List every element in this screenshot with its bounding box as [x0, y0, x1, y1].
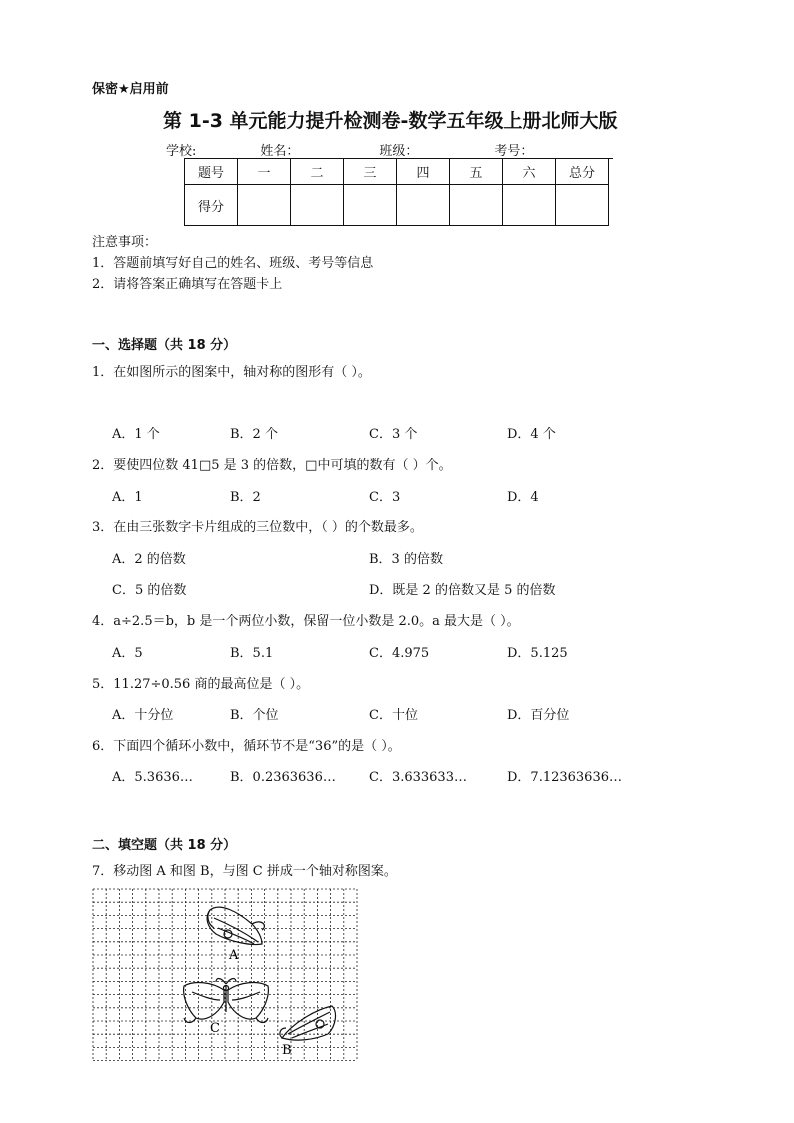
note-item: 2．请将答案正确填写在答题卡上 [92, 277, 283, 292]
q2-option-b[interactable]: B．2 [230, 490, 261, 505]
score-header-cell: 五 [450, 159, 503, 185]
note-item: 1．答题前填写好自己的姓名、班级、考号等信息 [92, 256, 374, 271]
score-header-cell: 一 [238, 159, 291, 185]
q1-option-b[interactable]: B．2 个 [230, 427, 278, 442]
figure-b-shape [280, 1006, 336, 1040]
class-label: 班级： [379, 144, 419, 159]
confidential-label: 保密★启用前 [92, 82, 169, 97]
q5-option-c[interactable]: C．十位 [369, 708, 418, 723]
score-header-cell: 题号 [185, 159, 238, 185]
figure-a-shape [207, 907, 264, 944]
question-2: 2．要使四位数 41□5 是 3 的倍数，□中可填的数有（ ）个。 [92, 458, 452, 473]
q2-option-d[interactable]: D．4 [507, 490, 539, 505]
q6-option-a[interactable]: A．5.3636… [112, 770, 193, 785]
q1-option-a[interactable]: A．1 个 [112, 427, 160, 442]
figure-label-c: C [210, 1021, 220, 1036]
section2-heading: 二、填空题（共 18 分） [92, 838, 237, 853]
score-header-cell: 六 [503, 159, 556, 185]
q2-option-a[interactable]: A．1 [112, 490, 143, 505]
question-3: 3．在由三张数字卡片组成的三位数中，（ ）的个数最多。 [92, 520, 423, 535]
question-5: 5．11.27÷0.56 商的最高位是（ ）。 [92, 677, 310, 692]
butterfly-grid-figure [92, 888, 358, 1062]
exam-no-field[interactable] [533, 144, 613, 159]
score-header-cell: 二 [291, 159, 344, 185]
score-cell[interactable] [238, 185, 291, 226]
class-field[interactable] [418, 144, 494, 159]
score-header-cell: 总分 [556, 159, 609, 185]
score-header-cell: 四 [397, 159, 450, 185]
dashed-grid [93, 889, 357, 1061]
q5-option-d[interactable]: D．百分位 [507, 708, 570, 723]
figure-label-b: B [282, 1043, 292, 1058]
score-cell[interactable] [503, 185, 556, 226]
score-cell[interactable] [344, 185, 397, 226]
school-field[interactable] [196, 144, 260, 159]
q5-option-b[interactable]: B．个位 [230, 708, 279, 723]
q5-option-a[interactable]: A．十分位 [112, 708, 174, 723]
q3-option-d[interactable]: D．既是 2 的倍数又是 5 的倍数 [369, 583, 556, 598]
question-6: 6．下面四个循环小数中，循环节不是“36”的是（ ）。 [92, 739, 401, 754]
figure-c-shape [184, 979, 269, 1023]
score-cell[interactable] [397, 185, 450, 226]
score-cell[interactable] [556, 185, 609, 226]
q6-option-c[interactable]: C．3.633633… [369, 770, 467, 785]
q4-option-c[interactable]: C．4.975 [369, 646, 430, 661]
score-cell[interactable] [450, 185, 503, 226]
q2-option-c[interactable]: C．3 [369, 490, 401, 505]
question-4: 4．a÷2.5＝b，b 是一个两位小数，保留一位小数是 2.0。a 最大是（ ）。 [92, 614, 520, 629]
q1-option-d[interactable]: D．4 个 [507, 427, 556, 442]
score-cell[interactable] [291, 185, 344, 226]
q3-option-c[interactable]: C．5 的倍数 [112, 583, 187, 598]
figure-label-a: A [229, 948, 239, 963]
q4-option-d[interactable]: D．5.125 [507, 646, 568, 661]
score-table [184, 158, 609, 226]
score-table-score-row [185, 185, 609, 226]
q4-option-a[interactable]: A．5 [112, 646, 143, 661]
score-row-label: 得分 [185, 185, 238, 226]
name-label: 姓名： [260, 144, 300, 159]
q3-option-a[interactable]: A．2 的倍数 [112, 552, 186, 567]
question-7: 7．移动图 A 和图 B，与图 C 拼成一个轴对称图案。 [92, 864, 397, 879]
notes-heading: 注意事项： [92, 235, 158, 250]
page-title: 第 1-3 单元能力提升检测卷-数学五年级上册北师大版 [163, 110, 618, 132]
section1-heading: 一、选择题（共 18 分） [92, 338, 237, 353]
q3-option-b[interactable]: B．3 的倍数 [369, 552, 443, 567]
score-header-cell: 三 [344, 159, 397, 185]
school-label: 学校: [166, 144, 197, 159]
q6-option-b[interactable]: B．0.2363636… [230, 770, 336, 785]
question-1: 1．在如图所示的图案中，轴对称的图形有（ ）。 [92, 365, 371, 380]
q6-option-d[interactable]: D．7.12363636… [507, 770, 622, 785]
q4-option-b[interactable]: B．5.1 [230, 646, 274, 661]
score-table-header-row [185, 159, 609, 185]
name-field[interactable] [299, 144, 379, 159]
exam-no-label: 考号： [494, 144, 534, 159]
info-line [166, 140, 613, 159]
q1-option-c[interactable]: C．3 个 [369, 427, 418, 442]
